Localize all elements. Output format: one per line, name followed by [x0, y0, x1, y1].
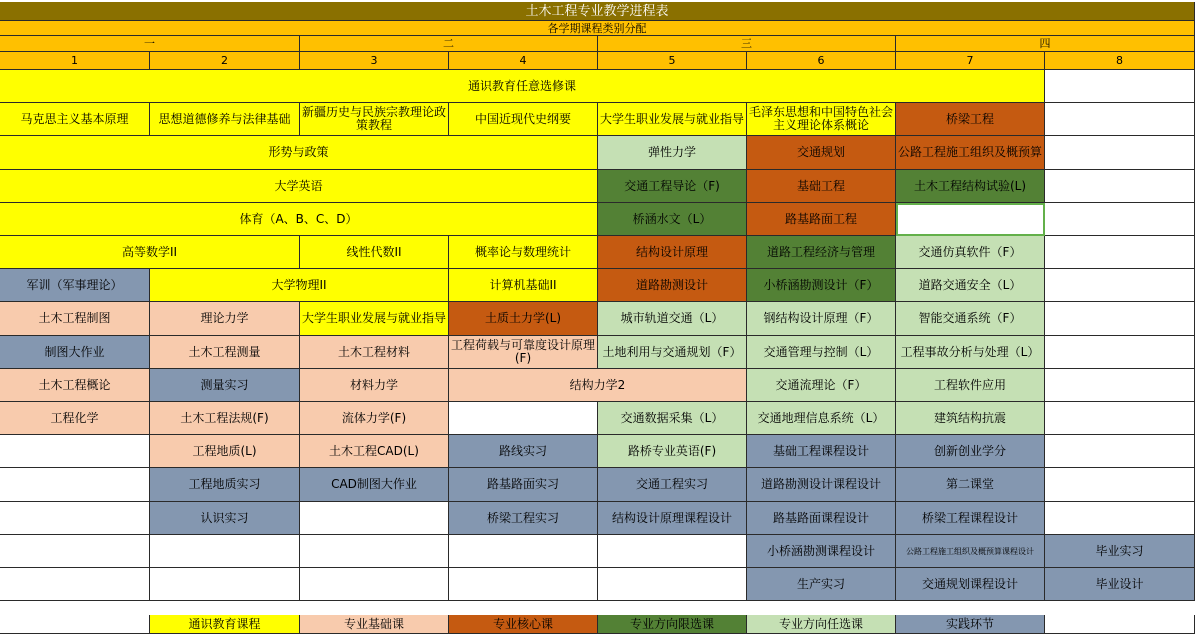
legend-item-basic: 专业基础课 [300, 615, 449, 634]
course-cell: 体育（A、B、C、D） [0, 203, 598, 236]
course-cell: 土木工程制图 [0, 302, 150, 336]
empty-cell [300, 568, 449, 601]
empty-cell [598, 568, 747, 601]
empty-cell [300, 535, 449, 568]
course-cell: 小桥涵勘测课程设计 [747, 535, 896, 568]
course-cell: 交通规划 [747, 136, 896, 170]
course-cell: 毛泽东思想和中国特色社会主义理论体系概论 [747, 103, 896, 136]
course-cell: 交通工程导论（F) [598, 170, 747, 203]
course-cell: 交通工程实习 [598, 468, 747, 502]
course-cell: 小桥涵勘测设计（F） [747, 269, 896, 302]
course-cell: 形势与政策 [0, 136, 598, 170]
semester-header: 5 [598, 52, 747, 70]
course-cell: 思想道德修养与法律基础 [150, 103, 300, 136]
empty-cell [1045, 203, 1195, 236]
course-cell: 道路交通安全（L） [896, 269, 1045, 302]
course-cell: 基础工程课程设计 [747, 435, 896, 468]
course-cell: 道路勘测设计 [598, 269, 747, 302]
course-cell: 交通规划课程设计 [896, 568, 1045, 601]
course-cell: 工程软件应用 [896, 369, 1045, 402]
course-cell: 工程荷载与可靠度设计原理(F) [449, 336, 598, 369]
course-cell: 工程地质实习 [150, 468, 300, 502]
course-cell: 线性代数II [300, 236, 449, 269]
empty-cell [449, 568, 598, 601]
course-cell: 中国近现代史纲要 [449, 103, 598, 136]
course-cell: 桥梁工程 [896, 103, 1045, 136]
legend-item-core: 专业核心课 [449, 615, 598, 634]
empty-cell [0, 535, 150, 568]
course-cell: 基础工程 [747, 170, 896, 203]
empty-cell [1045, 502, 1195, 535]
course-cell: 交通数据采集（L） [598, 402, 747, 435]
course-cell: 交通地理信息系统（L） [747, 402, 896, 435]
course-cell: 测量实习 [150, 369, 300, 402]
course-cell: 路桥专业英语(F) [598, 435, 747, 468]
course-cell: 认识实习 [150, 502, 300, 535]
empty-cell [1045, 402, 1195, 435]
empty-cell [598, 535, 747, 568]
course-cell: 路基路面工程 [747, 203, 896, 236]
legend-spacer [0, 615, 150, 634]
empty-cell [1045, 435, 1195, 468]
empty-cell [1045, 302, 1195, 336]
course-cell: 土木工程概论 [0, 369, 150, 402]
course-cell: 高等数学II [0, 236, 300, 269]
course-cell: 建筑结构抗震 [896, 402, 1045, 435]
year-header: 三 [598, 36, 896, 52]
course-cell: 概率论与数理统计 [449, 236, 598, 269]
course-cell: 流体力学(F) [300, 402, 449, 435]
empty-cell [1045, 103, 1195, 136]
course-cell: 土质土力学(L) [449, 302, 598, 336]
course-cell: 土木工程CAD(L) [300, 435, 449, 468]
course-cell: 通识教育任意选修课 [0, 70, 1045, 103]
course-cell: 交通管理与控制（L） [747, 336, 896, 369]
course-cell: 马克思主义基本原理 [0, 103, 150, 136]
course-cell: 材料力学 [300, 369, 449, 402]
course-cell: 结构力学2 [449, 369, 747, 402]
course-cell: 结构设计原理 [598, 236, 747, 269]
course-cell: 理论力学 [150, 302, 300, 336]
course-cell: 智能交通系统（F） [896, 302, 1045, 336]
course-cell: 桥涵水文（L） [598, 203, 747, 236]
course-cell: 大学生职业发展与就业指导 [300, 302, 449, 336]
legend-item-limited_elective: 专业方向限选课 [598, 615, 747, 634]
course-cell: 弹性力学 [598, 136, 747, 170]
course-cell: 结构设计原理课程设计 [598, 502, 747, 535]
empty-cell [449, 535, 598, 568]
course-cell: 军训（军事理论） [0, 269, 150, 302]
course-cell: 土地利用与交通规划（F） [598, 336, 747, 369]
empty-cell [1045, 468, 1195, 502]
course-cell: 工程化学 [0, 402, 150, 435]
course-cell: 第二课堂 [896, 468, 1045, 502]
course-cell: 大学英语 [0, 170, 598, 203]
course-cell: 大学生职业发展与就业指导 [598, 103, 747, 136]
empty-cell [150, 568, 300, 601]
semester-header: 8 [1045, 52, 1195, 70]
semester-header: 7 [896, 52, 1045, 70]
course-cell: 工程事故分析与处理（L） [896, 336, 1045, 369]
course-cell: 钢结构设计原理（F） [747, 302, 896, 336]
empty-cell [1045, 269, 1195, 302]
legend-item-elective: 专业方向任选课 [747, 615, 896, 634]
course-cell: 桥梁工程实习 [449, 502, 598, 535]
empty-cell [150, 535, 300, 568]
semester-header: 1 [0, 52, 150, 70]
year-header: 一 [0, 36, 300, 52]
course-cell: 毕业设计 [1045, 568, 1195, 601]
empty-cell [1045, 369, 1195, 402]
course-cell: 计算机基础II [449, 269, 598, 302]
course-cell: 城市轨道交通（L） [598, 302, 747, 336]
semester-header: 4 [449, 52, 598, 70]
course-cell: 公路工程施工组织及概预算 [896, 136, 1045, 170]
course-cell: 土木工程法规(F) [150, 402, 300, 435]
table-subtitle: 各学期课程类别分配 [0, 21, 1195, 36]
course-cell: 土木工程测量 [150, 336, 300, 369]
course-cell: 新疆历史与民族宗教理论政策教程 [300, 103, 449, 136]
legend-item-general: 通识教育课程 [150, 615, 300, 634]
empty-cell [1045, 70, 1195, 103]
course-cell: 桥梁工程课程设计 [896, 502, 1045, 535]
empty-cell [1045, 170, 1195, 203]
empty-cell [0, 568, 150, 601]
legend-spacer [1045, 615, 1195, 634]
course-cell: 生产实习 [747, 568, 896, 601]
empty-cell [0, 435, 150, 468]
year-header: 二 [300, 36, 598, 52]
course-cell: 路线实习 [449, 435, 598, 468]
course-cell: 公路工程施工组织及概预算课程设计 [896, 535, 1045, 568]
empty-cell [0, 502, 150, 535]
empty-cell [300, 502, 449, 535]
course-cell: 交通仿真软件（F） [896, 236, 1045, 269]
course-cell: 道路工程经济与管理 [747, 236, 896, 269]
course-cell: 路基路面课程设计 [747, 502, 896, 535]
course-cell: 交通流理论（F） [747, 369, 896, 402]
empty-cell [896, 203, 1045, 236]
course-cell: 土木工程材料 [300, 336, 449, 369]
semester-header: 6 [747, 52, 896, 70]
course-cell: 大学物理II [150, 269, 449, 302]
course-cell: 制图大作业 [0, 336, 150, 369]
semester-header: 3 [300, 52, 449, 70]
year-header: 四 [896, 36, 1195, 52]
course-cell: 路基路面实习 [449, 468, 598, 502]
course-cell: 道路勘测设计课程设计 [747, 468, 896, 502]
empty-cell [1045, 136, 1195, 170]
course-cell: 毕业实习 [1045, 535, 1195, 568]
empty-cell [1045, 336, 1195, 369]
legend-item-practice: 实践环节 [896, 615, 1045, 634]
empty-cell [1045, 236, 1195, 269]
course-cell: 土木工程结构试验(L) [896, 170, 1045, 203]
course-cell: 工程地质(L) [150, 435, 300, 468]
course-cell: CAD制图大作业 [300, 468, 449, 502]
empty-cell [449, 402, 598, 435]
page-title: 土木工程专业教学进程表 [0, 2, 1195, 21]
empty-cell [0, 468, 150, 502]
course-cell: 创新创业学分 [896, 435, 1045, 468]
semester-header: 2 [150, 52, 300, 70]
